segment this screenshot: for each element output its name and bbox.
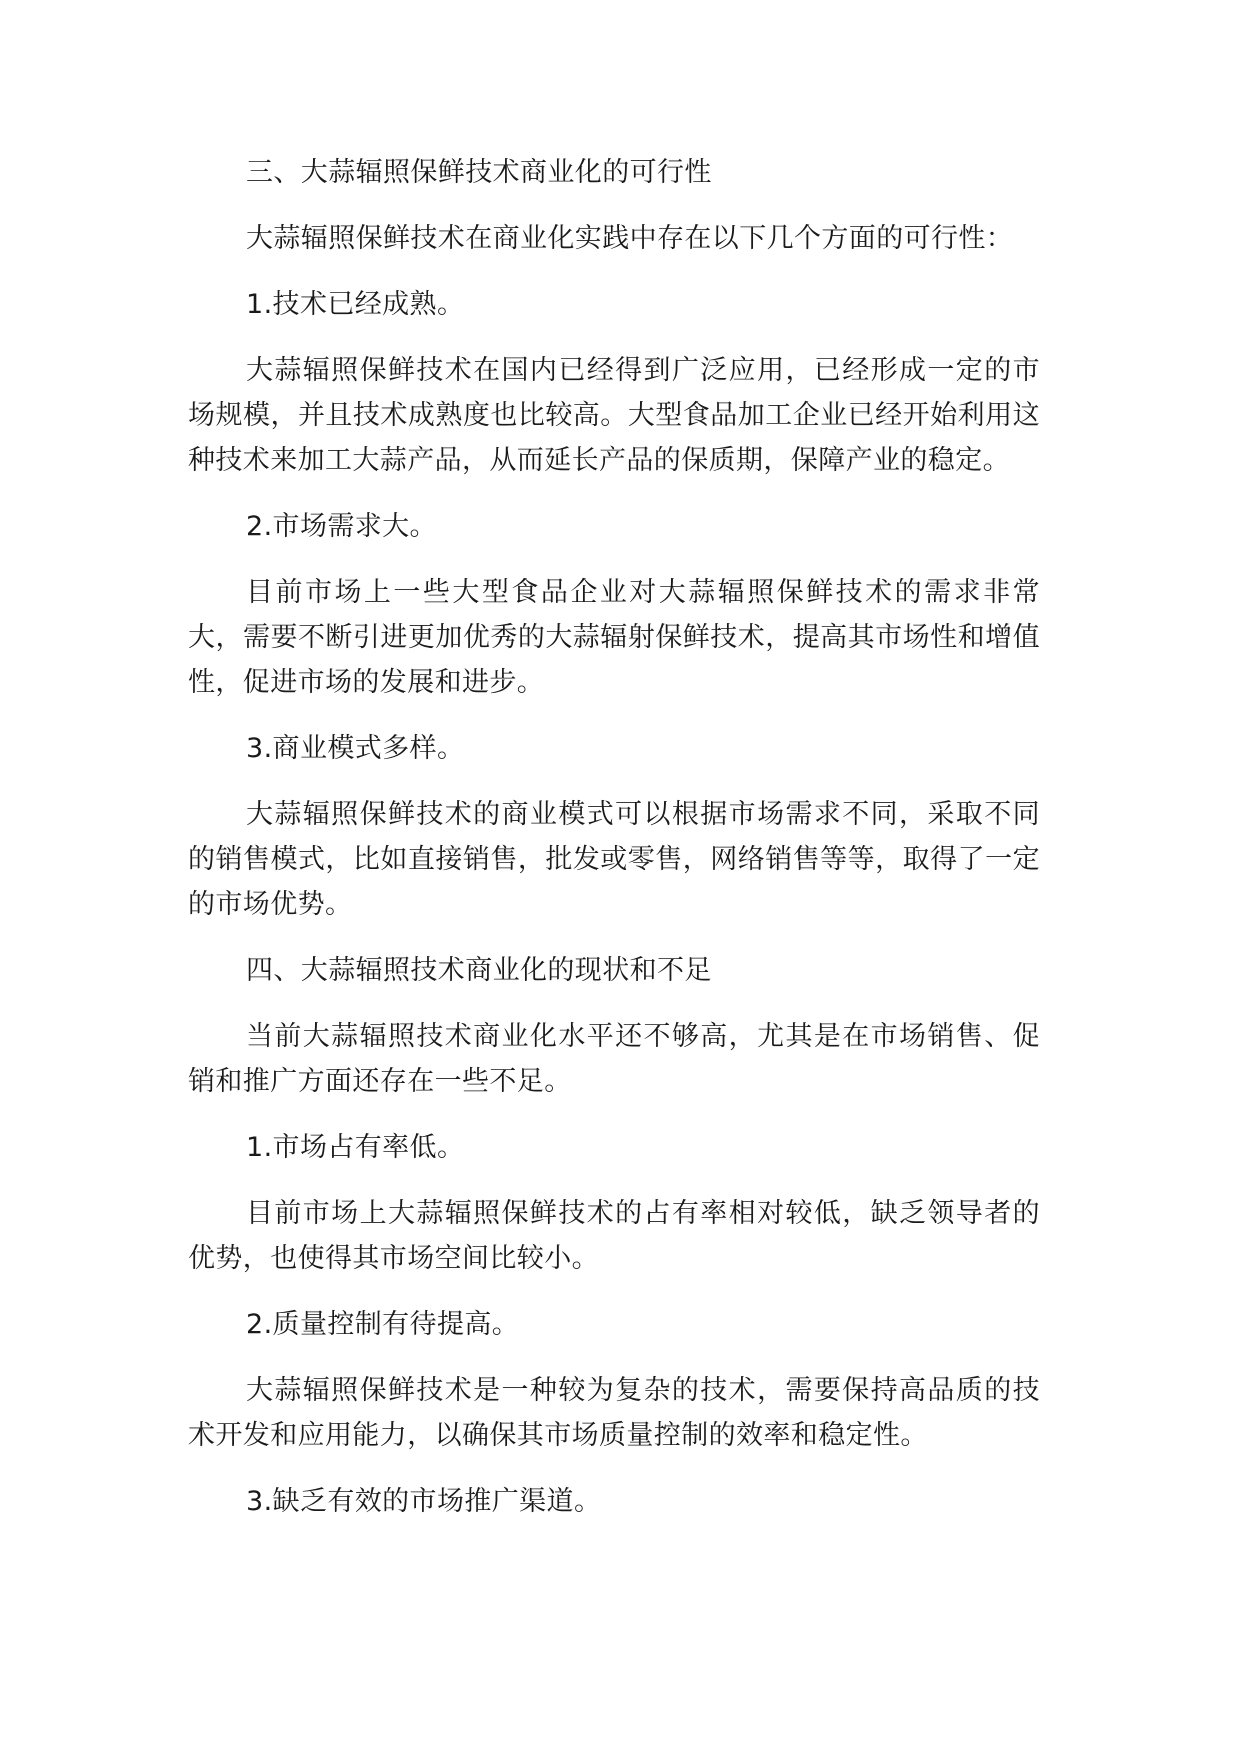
list-item-heading: 2.市场需求大。 [246,511,437,542]
list-item-heading: 2.质量控制有待提高。 [246,1309,520,1340]
body-paragraph: 目前市场上一些大型食品企业对大蒜辐照保鲜技术的需求非常大，需要不断引进更加优秀的大蒜辐射保鲜技术，提高其市场性和增值性，促进市场的发展和进步。 [188,577,1040,698]
body-paragraph: 大蒜辐照保鲜技术在国内已经得到广泛应用，已经形成一定的市场规模，并且技术成熟度也比较高。大型食品加工企业已经开始利用这种技术来加工大蒜产品，从而延长产品的保质期，保障产业的稳定。 [188,355,1040,476]
body-paragraph: 当前大蒜辐照技术商业化水平还不够高，尤其是在市场销售、促销和推广方面还存在一些不足。 [188,1021,1040,1097]
body-paragraph: 大蒜辐照保鲜技术是一种较为复杂的技术，需要保持高品质的技术开发和应用能力，以确保其市场质量控制的效率和稳定性。 [188,1375,1040,1451]
list-item-heading: 1.市场占有率低。 [246,1132,465,1163]
body-paragraph: 大蒜辐照保鲜技术在商业化实践中存在以下几个方面的可行性： [246,223,1014,254]
section-heading: 四、大蒜辐照技术商业化的现状和不足 [246,955,712,986]
list-item-heading: 3.缺乏有效的市场推广渠道。 [246,1486,602,1517]
body-paragraph: 目前市场上大蒜辐照保鲜技术的占有率相对较低，缺乏领导者的优势，也使得其市场空间比较小。 [188,1198,1040,1274]
section-heading: 三、大蒜辐照保鲜技术商业化的可行性 [246,157,712,188]
document-body [188,150,1040,1545]
body-paragraph: 大蒜辐照保鲜技术的商业模式可以根据市场需求不同，采取不同的销售模式，比如直接销售，批发或零售，网络销售等等，取得了一定的市场优势。 [188,799,1040,920]
list-item-heading: 1.技术已经成熟。 [246,289,465,320]
list-item-heading: 3.商业模式多样。 [246,733,465,764]
